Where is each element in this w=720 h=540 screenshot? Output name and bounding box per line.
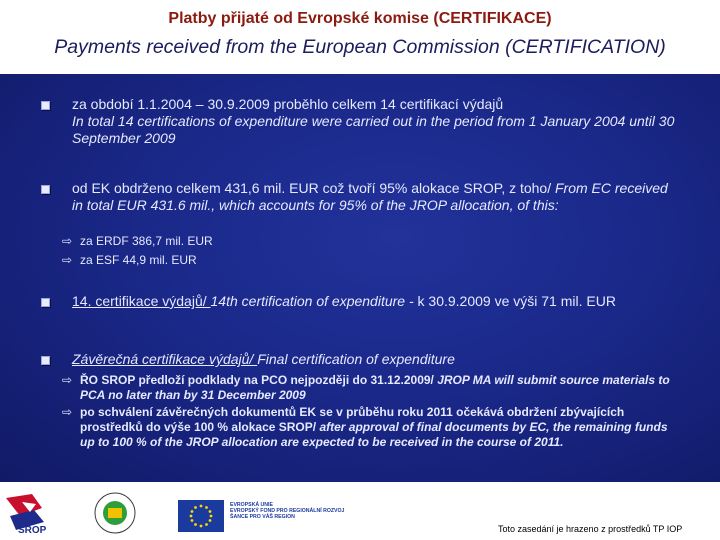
item-4-link[interactable]: Závěrečná certifikace výdajů/ [72, 351, 258, 367]
bullet-item-4 [72, 351, 680, 368]
square-bullet-icon [41, 101, 50, 110]
srop-logo-text: SROP [18, 525, 47, 536]
sub-item-final-english: after approval of final documents by EC, the remaining funds up to 100 % of the JROP allocation are expected to be received in the course of 2011. [80, 420, 668, 449]
eu-text-line-2: EVROPSKÝ FOND PRO REGIONÁLNÍ ROZVOJ [230, 508, 345, 515]
hollow-arrow-icon: ⇨ [62, 373, 73, 387]
hollow-arrow-icon: ⇨ [62, 234, 73, 248]
eu-logo-block [178, 498, 368, 538]
eu-text [230, 502, 344, 521]
item-1-czech: za období 1.1.2004 – 30.9.2009 proběhlo celkem 14 certifikací výdajů [72, 96, 504, 112]
eu-text-line-1: EVROPSKÁ UNIE [230, 502, 273, 508]
sub-item-esf [62, 253, 680, 268]
item-3-english: 14th certification of expenditure - [210, 293, 414, 309]
bullet-item-1 [72, 96, 680, 147]
hollow-arrow-icon: ⇨ [62, 253, 73, 267]
eu-text-line-3: ŠANCE PRO VÁŠ REGION [230, 514, 295, 521]
title-english: Payments received from the European Commission (CERTIFICATION) [54, 36, 666, 58]
item-3-link[interactable]: 14. certifikace výdajů/ [72, 293, 211, 309]
sub-item-esf-text: za ESF 44,9 mil. EUR [80, 253, 197, 267]
sub-item-final [62, 405, 680, 450]
square-bullet-icon [41, 185, 50, 194]
item-4-english: Final certification of expenditure [257, 351, 455, 367]
bullet-item-2 [72, 180, 680, 214]
title-czech: Platby přijaté od Evropské komise (CERTIFIKACE) [168, 10, 552, 27]
sub-item-erdf [62, 234, 680, 249]
item-2-czech: od EK obdrženo celkem 431,6 mil. EUR což tvoří 95% alokace SROP, z toho/ [72, 180, 552, 196]
header [0, 0, 720, 74]
sub-item-deadline-czech: ŘO SROP předloží podklady na PCO nejpozději do 31.12.2009/ [80, 373, 434, 387]
item-1-english: In total 14 certifications of expenditure were carried out in the period from 1 January 2004 until 30 September 2009 [72, 113, 675, 146]
sub-item-final-czech: po schválení závěrečných dokumentů EK se v průběhu roku 2011 očekává obdržení zbývajících prostředků do výše 100 % alokace SROP/ [80, 405, 625, 434]
item-3-czech-tail: k 30.9.2009 ve výši 71 mil. EUR [413, 293, 616, 309]
mmr-logo [78, 490, 152, 536]
bullet-item-3 [72, 293, 680, 310]
item-2-english: From EC received in total EUR 431.6 mil., which accounts for 95% of the JROP allocation, of this: [72, 180, 668, 213]
hollow-arrow-icon: ⇨ [62, 405, 73, 419]
sub-item-erdf-text: za ERDF 386,7 mil. EUR [80, 234, 213, 248]
sub-item-deadline-english: JROP MA will submit source materials to PCA no later than by 31 December 2009 [80, 373, 670, 402]
eu-flag-icon [178, 500, 224, 532]
square-bullet-icon [41, 298, 50, 307]
funding-note: Toto zasedání je hrazeno z prostředků TP IOP [498, 524, 683, 534]
sub-item-deadline [62, 373, 680, 403]
square-bullet-icon [41, 356, 50, 365]
